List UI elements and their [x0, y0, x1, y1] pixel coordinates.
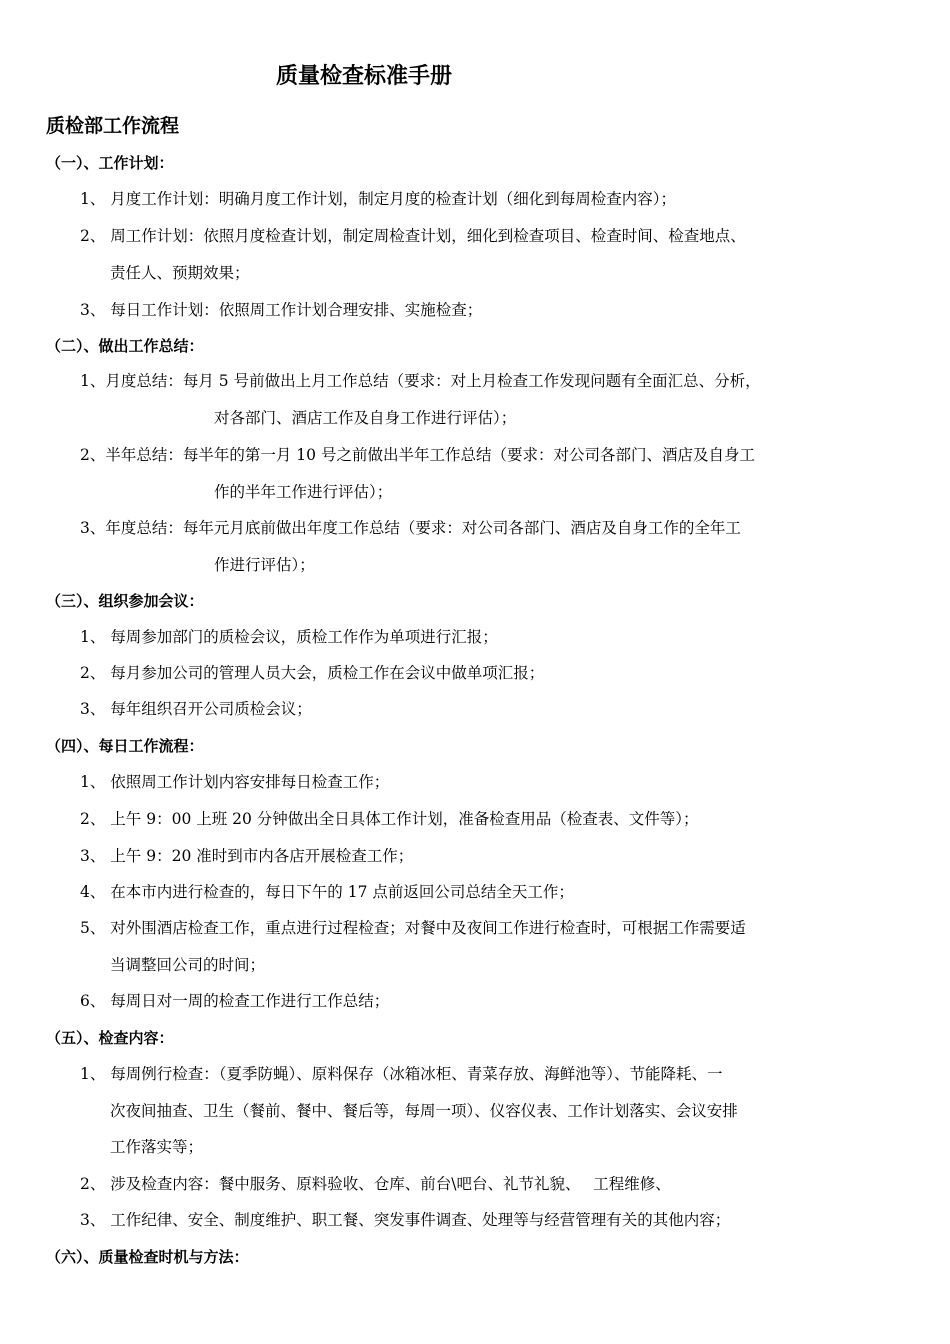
list-item: 1、 每周参加部门的质检会议，质检工作作为单项进行汇报；	[80, 628, 498, 646]
list-item: 1、 月度工作计划：明确月度工作计划，制定月度的检查计划（细化到每周检查内容）；	[80, 190, 677, 208]
list-item: 1、 每周例行检查：（夏季防蝇）、原料保存（冰箱冰柜、青菜存放、海鲜池等）、节能降耗、一	[80, 1065, 723, 1083]
list-item: 1、 依照周工作计划内容安排每日检查工作；	[80, 773, 390, 791]
list-item: 2、 涉及检查内容：餐中服务、原料验收、仓库、前台\吧台、礼节礼貌、 工程维修、	[80, 1175, 671, 1193]
list-item-continuation: 责任人、预期效果；	[110, 264, 250, 282]
list-item-continuation: 次夜间抽查、卫生（餐前、餐中、餐后等，每周一项）、仪容仪表、工作计划落实、会议安排	[110, 1102, 738, 1120]
section-5-title: （五）、检查内容：	[46, 1029, 174, 1047]
list-item: 2、半年总结：每半年的第一月 10 号之前做出半年工作总结（要求：对公司各部门、酒店及自身工	[80, 446, 755, 464]
list-item: 2、 每月参加公司的管理人员大会，质检工作在会议中做单项汇报；	[80, 664, 545, 682]
list-item-continuation: 对各部门、酒店工作及自身工作进行评估）；	[214, 409, 517, 427]
list-item: 4、 在本市内进行检查的，每日下午的 17 点前返回公司总结全天工作；	[80, 883, 574, 901]
section-3-title: （三）、组织参加会议：	[46, 592, 204, 610]
list-item-continuation: 作进行评估）；	[214, 556, 315, 574]
list-item: 2、 上午 9：00 上班 20 分钟做出全日具体工作计划，准备检查用品（检查表、文件等）；	[80, 810, 699, 828]
list-item: 6、 每周日对一周的检查工作进行工作总结；	[80, 992, 390, 1010]
list-item-continuation: 工作落实等；	[110, 1138, 204, 1156]
list-item: 2、 周工作计划：依照月度检查计划，制定周检查计划，细化到检查项目、检查时间、检查地点、	[80, 227, 746, 245]
list-item: 3、 上午 9：20 准时到市内各店开展检查工作；	[80, 847, 414, 865]
section-heading: 质检部工作流程	[46, 115, 180, 137]
section-4-title: （四）、每日工作流程：	[46, 737, 204, 755]
section-6-title: （六）、质量检查时机与方法：	[46, 1248, 249, 1266]
section-2-title: （二）、做出工作总结：	[46, 337, 204, 355]
list-item: 5、 对外围酒店检查工作，重点进行过程检查；对餐中及夜间工作进行检查时，可根据工作需要适	[80, 919, 746, 937]
list-item-continuation: 当调整回公司的时间；	[110, 956, 266, 974]
document-title: 质量检查标准手册	[276, 64, 453, 89]
list-item: 3、 每日工作计划：依照周工作计划合理安排、实施检查；	[80, 301, 483, 319]
section-1-title: （一）、工作计划：	[46, 154, 174, 172]
list-item: 3、年度总结：每年元月底前做出年度工作总结（要求：对公司各部门、酒店及自身工作的全年工	[80, 519, 741, 537]
list-item: 3、 每年组织召开公司质检会议；	[80, 700, 312, 718]
list-item: 1、月度总结：每月 5 号前做出上月工作总结（要求：对上月检查工作发现问题有全面汇总、分析，	[80, 372, 761, 390]
list-item-continuation: 作的半年工作进行评估）；	[214, 483, 393, 501]
list-item: 3、 工作纪律、安全、制度维护、职工餐、突发事件调查、处理等与经营管理有关的其他内容；	[80, 1211, 731, 1229]
